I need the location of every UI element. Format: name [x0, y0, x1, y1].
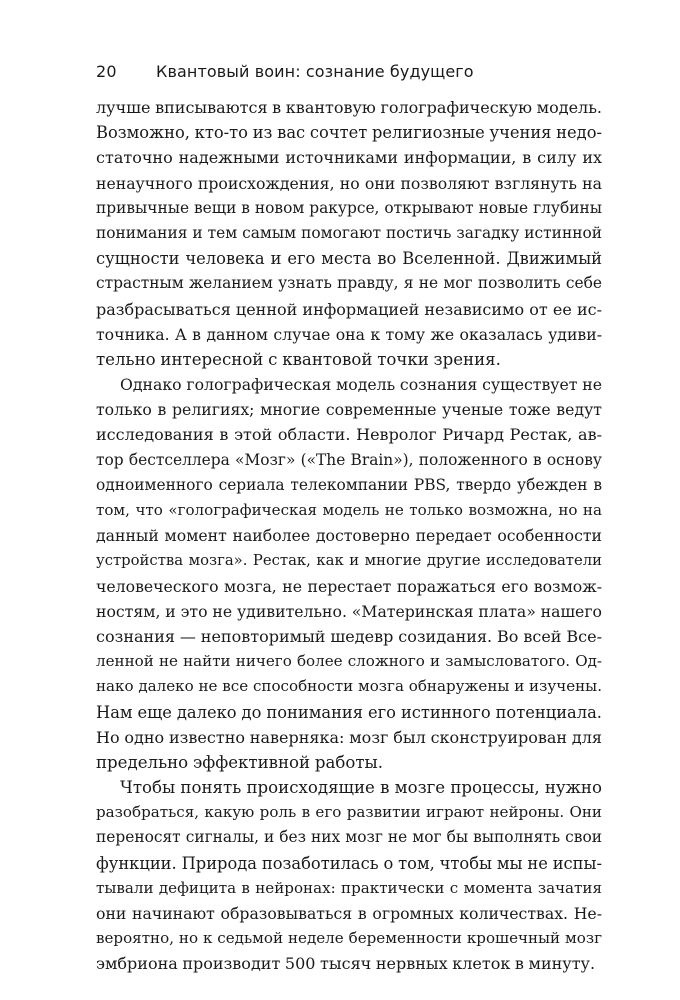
text-line: Возможно, кто-то из вас сочтет религиозные учения недо-: [96, 123, 602, 143]
page-number: 20: [96, 62, 117, 81]
text-line: разбрасываться ценной информацией независимо от ее ис-: [96, 299, 602, 319]
text-line: Нам еще далеко до понимания его истинного потенциала.: [96, 702, 602, 722]
text-line: эмбриона производит 500 тысяч нервных клеток в минуту.: [96, 954, 596, 974]
body-text: [96, 95, 602, 977]
text-line: одноименного сериала телекомпании PBS, твердо убежден в: [96, 475, 602, 494]
text-line: вероятно, но к седьмой неделе беременности крошечный мозг: [96, 929, 602, 948]
text-line: только в религиях; многие современные ученые тоже ведут: [96, 400, 602, 420]
text-line: разобраться, какую роль в его развитии играют нейроны. Они: [96, 803, 602, 822]
paragraph-3: [96, 775, 602, 977]
text-line: они начинают образовываться в огромных количествах. Не-: [96, 904, 602, 923]
running-header: [96, 62, 616, 86]
paragraph-1: [96, 95, 602, 372]
text-line: тор бестселлера «Мозг» («The Brain»), положенного в основу: [96, 450, 602, 469]
text-line: Однако голографическая модель сознания существует не: [120, 375, 602, 395]
text-line: устройства мозга». Рестак, как и многие другие исследователи: [96, 552, 602, 570]
text-line: человеческого мозга, не перестает поражаться его возмож-: [96, 576, 602, 596]
paragraph-2: [96, 372, 602, 775]
text-line: точника. А в данном случае она к тому же оказалась удиви-: [96, 324, 602, 344]
text-line: функции. Природа позаботилась о том, чтобы мы не испы-: [96, 853, 602, 873]
text-line: исследования в этой области. Невролог Ричард Рестак, ав-: [96, 425, 602, 445]
text-line: Чтобы понять происходящие в мозге процессы, нужно: [120, 778, 602, 798]
text-line: данный момент наиболее достоверно передает особенности: [96, 526, 602, 546]
text-line: ленной не найти ничего более сложного и замысловатого. Од-: [96, 652, 602, 671]
text-line: привычные вещи в новом ракурсе, открывают новые глубины: [96, 198, 602, 217]
text-line: ненаучного происхождения, но они позволяют взглянуть на: [96, 173, 602, 193]
text-line: том, что «голографическая модель не только возможна, но на: [96, 501, 602, 519]
text-line: предельно эффективной работы.: [96, 752, 384, 772]
text-line: тывали дефицита в нейронах: практически с момента зачатия: [96, 878, 602, 897]
running-title: Квантовый воин: сознание будущего: [156, 62, 474, 81]
text-line: страстным желанием узнать правду, я не мог позволить себе: [96, 274, 602, 293]
text-line: сущности человека и его места во Вселенной. Движимый: [96, 249, 602, 269]
text-line: переносят сигналы, и без них мозг не мог бы выполнять свои: [96, 828, 602, 847]
text-line: понимания и тем самым помогают постичь загадку истинной: [96, 223, 602, 242]
text-line: тельно интересной с квантовой точки зрения.: [96, 349, 501, 369]
text-line: сознания — неповторимый шедевр созидания. Во всей Все-: [96, 626, 602, 646]
text-line: лучше вписываются в квантовую голографическую модель.: [96, 98, 602, 117]
text-line: Но одно известно наверняка: мозг был сконструирован для: [96, 727, 602, 747]
text-line: нако далеко не все способности мозга обнаружены и изучены.: [96, 677, 602, 696]
text-line: ностям, и это не удивительно. «Материнская плата» нашего: [96, 601, 602, 621]
text-line: статочно надежными источниками информации, в силу их: [96, 148, 602, 168]
